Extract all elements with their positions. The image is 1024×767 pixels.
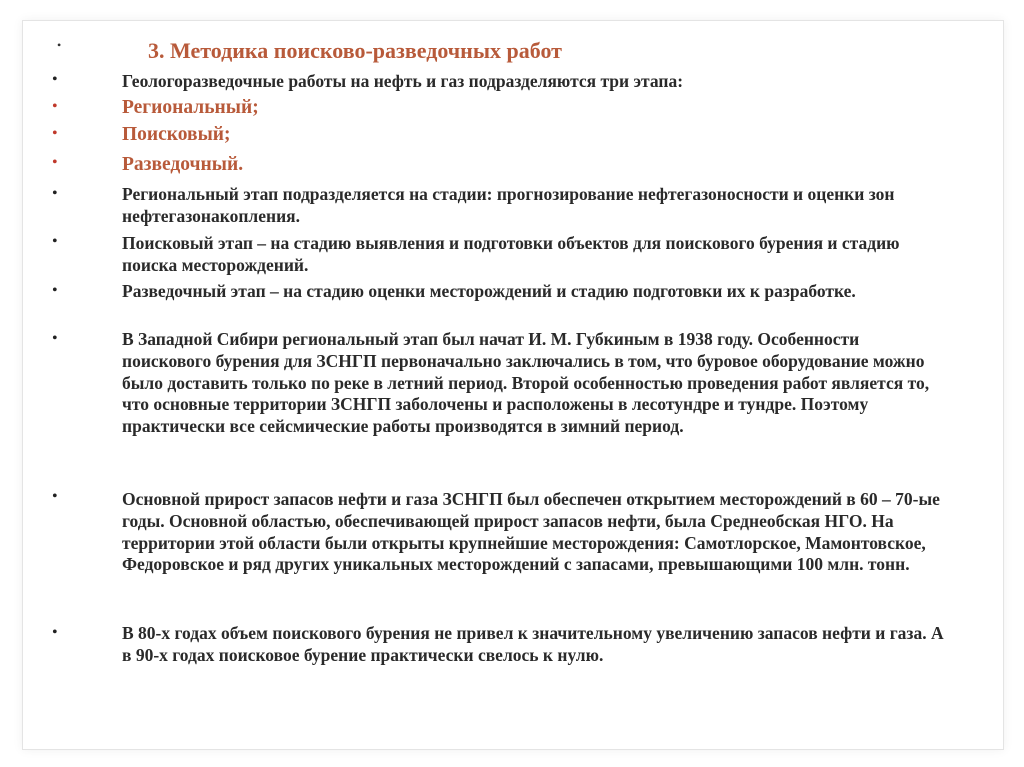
list-item-regional-stage: Региональный этап подразделяется на стадии: прогнозирование нефтегазоносности и оценки зон нефтегазонакопления. <box>122 184 895 226</box>
bullet-icon: • <box>52 185 58 202</box>
list-item-stages-intro: Геологоразведочные работы на нефть и газ подразделяются три этапа: <box>122 71 684 91</box>
list-item-80s-90s: В 80-х годах объем поискового бурения не привел к значительному увеличению запасов нефти и газа. А в 90-х годах поисковое бурение практически свелось к нулю. <box>122 623 944 665</box>
slide-title: 3. Методика поисково-разведочных работ <box>148 38 562 63</box>
bullet-icon: • <box>52 330 58 347</box>
bullet-icon: • <box>52 488 58 505</box>
list-item-search-stage: Поисковый этап – на стадию выявления и подготовки объектов для поискового бурения и стадию поиска месторождений. <box>122 233 900 275</box>
list-item-exploration: Разведочный. <box>122 154 244 175</box>
list-item-west-siberia: В Западной Сибири региональный этап был начат И. М. Губкиным в 1938 году. Особенности поискового бурения для ЗСНГП первоначально заключались в том, что буровое оборудование можно было доставить только по реке в летний период. Второй особенностью проведения работ является то, что основные территории ЗСНГП заболочены и расположены в лесотундре и тундре. Поэтому практически все сейсмические работы производятся в зимний период. <box>122 329 930 437</box>
list-item-regional: Региональный; <box>122 97 259 118</box>
bullet-icon: • <box>52 624 58 641</box>
bullet-icon: • <box>52 282 58 299</box>
list-item-exploration-stage: Разведочный этап – на стадию оценки месторождений и стадию подготовки их к разработке. <box>122 281 856 301</box>
bullet-icon: • <box>52 154 58 171</box>
bullet-icon: • <box>52 71 58 88</box>
bullet-icon: • <box>52 233 58 250</box>
list-item-reserves-growth: Основной прирост запасов нефти и газа ЗСНГП был обеспечен открытием месторождений в 60 – 70-ые годы. Основной областью, обеспечивающей прирост запасов нефти, была Среднеобская НГО. На территории этой области были открыты крупнейшие месторождения: Самотлорское, Мамонтовское, Федоровское и ряд других уникальных месторождений с запасами, превышающими 100 млн. тонн. <box>122 489 940 575</box>
bullet-icon: • <box>52 98 58 115</box>
list-item-search: Поисковый; <box>122 124 231 145</box>
title-bullet: • <box>57 38 62 52</box>
bullet-icon: • <box>52 125 58 142</box>
